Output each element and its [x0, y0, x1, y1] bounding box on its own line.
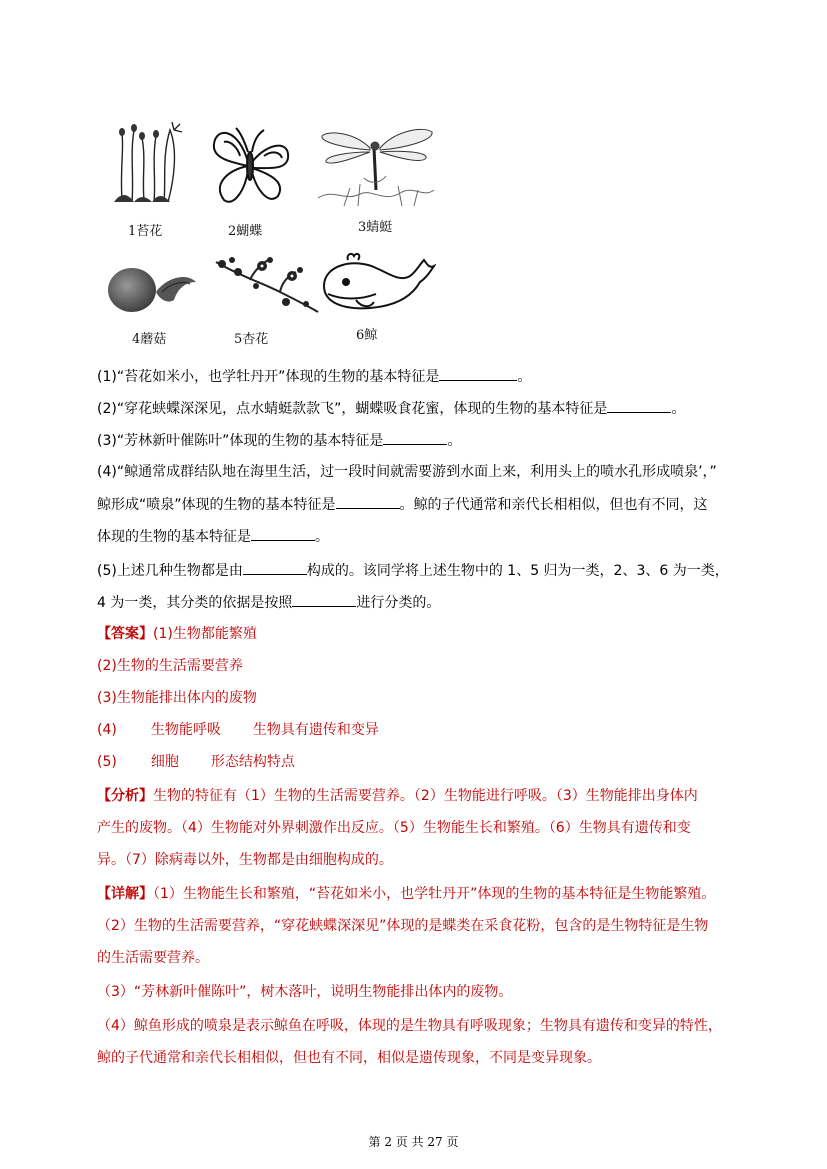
page-footer: 第 2 页 共 27 页 — [368, 1135, 459, 1149]
answer-blank — [383, 430, 447, 445]
figure-caption-1: 1苔花 — [128, 224, 163, 239]
answer-5-part-1: 细胞 — [150, 754, 179, 770]
question-3-end: 。 — [447, 433, 462, 449]
question-3 — [97, 430, 461, 451]
analysis-text-2: 产生的废物。（4）生物能对外界刺激作出反应。（5）生物能生长和繁殖。（6）生物具有遗传和变 — [97, 820, 691, 836]
analysis-line-2 — [97, 818, 691, 838]
question-5-text-1a: (5)上述几种生物都是由 — [97, 563, 243, 579]
detail-line-6 — [97, 1048, 601, 1068]
question-5-text-1b: 构成的。该同学将上述生物中的 1、5 归为一类，2、3、6 为一类， — [306, 563, 729, 579]
answer-1: (1)生物都能繁殖 — [153, 626, 257, 642]
question-4-text-1: (4)“鲸通常成群结队地在海里生活，过一段时间就需要游到水面上来，利用头上的喷水孔形成喷泉’，” — [97, 464, 717, 480]
question-1-text: (1)“苔花如米小，也学牡丹开”体现的生物的基本特征是 — [97, 369, 440, 385]
detail-label: 【详解】 — [97, 886, 153, 902]
question-4-line-1 — [97, 462, 717, 482]
analysis-text-1: 生物的特征有（1）生物的生活需要营养。（2）生物能进行呼吸。（3）生物能排出身体内 — [153, 788, 698, 804]
analysis-label: 【分析】 — [97, 788, 153, 804]
question-5-line-1 — [97, 560, 729, 581]
detail-line-5 — [97, 1016, 722, 1036]
answer-line-3 — [97, 688, 257, 708]
question-4-text-3a: 体现的生物的基本特征是 — [97, 529, 251, 545]
answer-blank — [243, 560, 307, 575]
answer-line-1 — [97, 624, 257, 644]
apricot-blossom-icon — [210, 252, 320, 322]
detail-text-2: （2）生物的生活需要营养，“穿花蛱蝶深深见”体现的是蝶类在采食花粉，包含的是生物特征是生物 — [97, 918, 709, 934]
detail-line-2 — [97, 916, 708, 936]
detail-text-4: （3）“芳林新叶催陈叶”，树木落叶，说明生物能排出体内的废物。 — [97, 984, 513, 1000]
answer-line-4 — [97, 720, 379, 740]
question-1-end: 。 — [517, 369, 532, 385]
answer-blank — [292, 592, 356, 607]
answer-5-number: (5) — [97, 754, 117, 770]
answer-line-5 — [97, 752, 295, 772]
question-4-text-2b: 。鲸的子代通常和亲代长相相似，但也有不同，这 — [399, 497, 708, 513]
butterfly-icon — [208, 122, 294, 208]
organism-figures — [100, 112, 450, 352]
dragonfly-icon — [314, 118, 438, 208]
question-4-text-3b: 。 — [315, 529, 329, 545]
answer-3: (3)生物能排出体内的废物 — [97, 690, 257, 706]
answer-line-2 — [97, 656, 243, 676]
figure-caption-2: 2蝴蝶 — [228, 224, 263, 239]
figure-caption-5: 5杏花 — [234, 332, 269, 347]
analysis-line-1 — [97, 786, 698, 806]
answer-5-part-2: 形态结构特点 — [210, 754, 295, 770]
question-3-text: (3)“芳林新叶催陈叶”体现的生物的基本特征是 — [97, 433, 384, 449]
answer-label: 【答案】 — [97, 626, 153, 642]
answer-blank — [251, 526, 315, 541]
detail-text-1: （1）生物能生长和繁殖，“苔花如米小，也学牡丹开”体现的生物的基本特征是生物能繁殖。 — [153, 886, 716, 902]
question-2-end: 。 — [671, 401, 686, 417]
analysis-text-3: 异。（7）除病毒以外，生物都是由细胞构成的。 — [97, 852, 393, 868]
figure-caption-3: 3蜻蜓 — [358, 220, 393, 235]
figure-caption-4: 4蘑菇 — [132, 332, 167, 347]
question-1 — [97, 366, 531, 387]
question-4-line-2 — [97, 494, 708, 515]
question-4-text-2a: 鲸形成“喷泉”体现的生物的基本特征是 — [97, 497, 336, 513]
analysis-line-3 — [97, 850, 393, 870]
whale-icon — [316, 250, 436, 316]
question-2 — [97, 398, 685, 419]
detail-line-4 — [97, 982, 512, 1002]
detail-text-5: （4）鲸鱼形成的喷泉是表示鲸鱼在呼吸，体现的是生物具有呼吸现象；生物具有遗传和变异的特性， — [97, 1018, 722, 1034]
answer-2: (2)生物的生活需要营养 — [97, 658, 243, 674]
answer-blank — [439, 366, 517, 381]
question-5-line-2 — [97, 592, 440, 613]
detail-line-1 — [97, 884, 715, 904]
question-2-text: (2)“穿花蛱蝶深深见，点水蜻蜓款款飞”，蝴蝶吸食花蜜，体现的生物的基本特征是 — [97, 401, 608, 417]
question-5-text-2b: 进行分类的。 — [356, 595, 441, 611]
detail-line-3 — [97, 948, 209, 968]
mushroom-icon — [104, 258, 200, 318]
answer-blank — [336, 494, 400, 509]
answer-blank — [607, 398, 671, 413]
question-4-line-3 — [97, 526, 329, 547]
answer-4-part-1: 生物能呼吸 — [150, 722, 221, 738]
question-5-text-2a: 4 为一类，其分类的依据是按照 — [97, 595, 293, 611]
answer-4-number: (4) — [97, 722, 117, 738]
figure-caption-6: 6鲸 — [356, 328, 378, 343]
detail-text-6: 鲸的子代通常和亲代长相相似，但也有不同，相似是遗传现象，不同是变异现象。 — [97, 1050, 601, 1066]
detail-text-3: 的生活需要营养。 — [97, 950, 209, 966]
moss-flower-icon — [108, 120, 188, 210]
answer-4-part-2: 生物具有遗传和变异 — [252, 722, 379, 738]
